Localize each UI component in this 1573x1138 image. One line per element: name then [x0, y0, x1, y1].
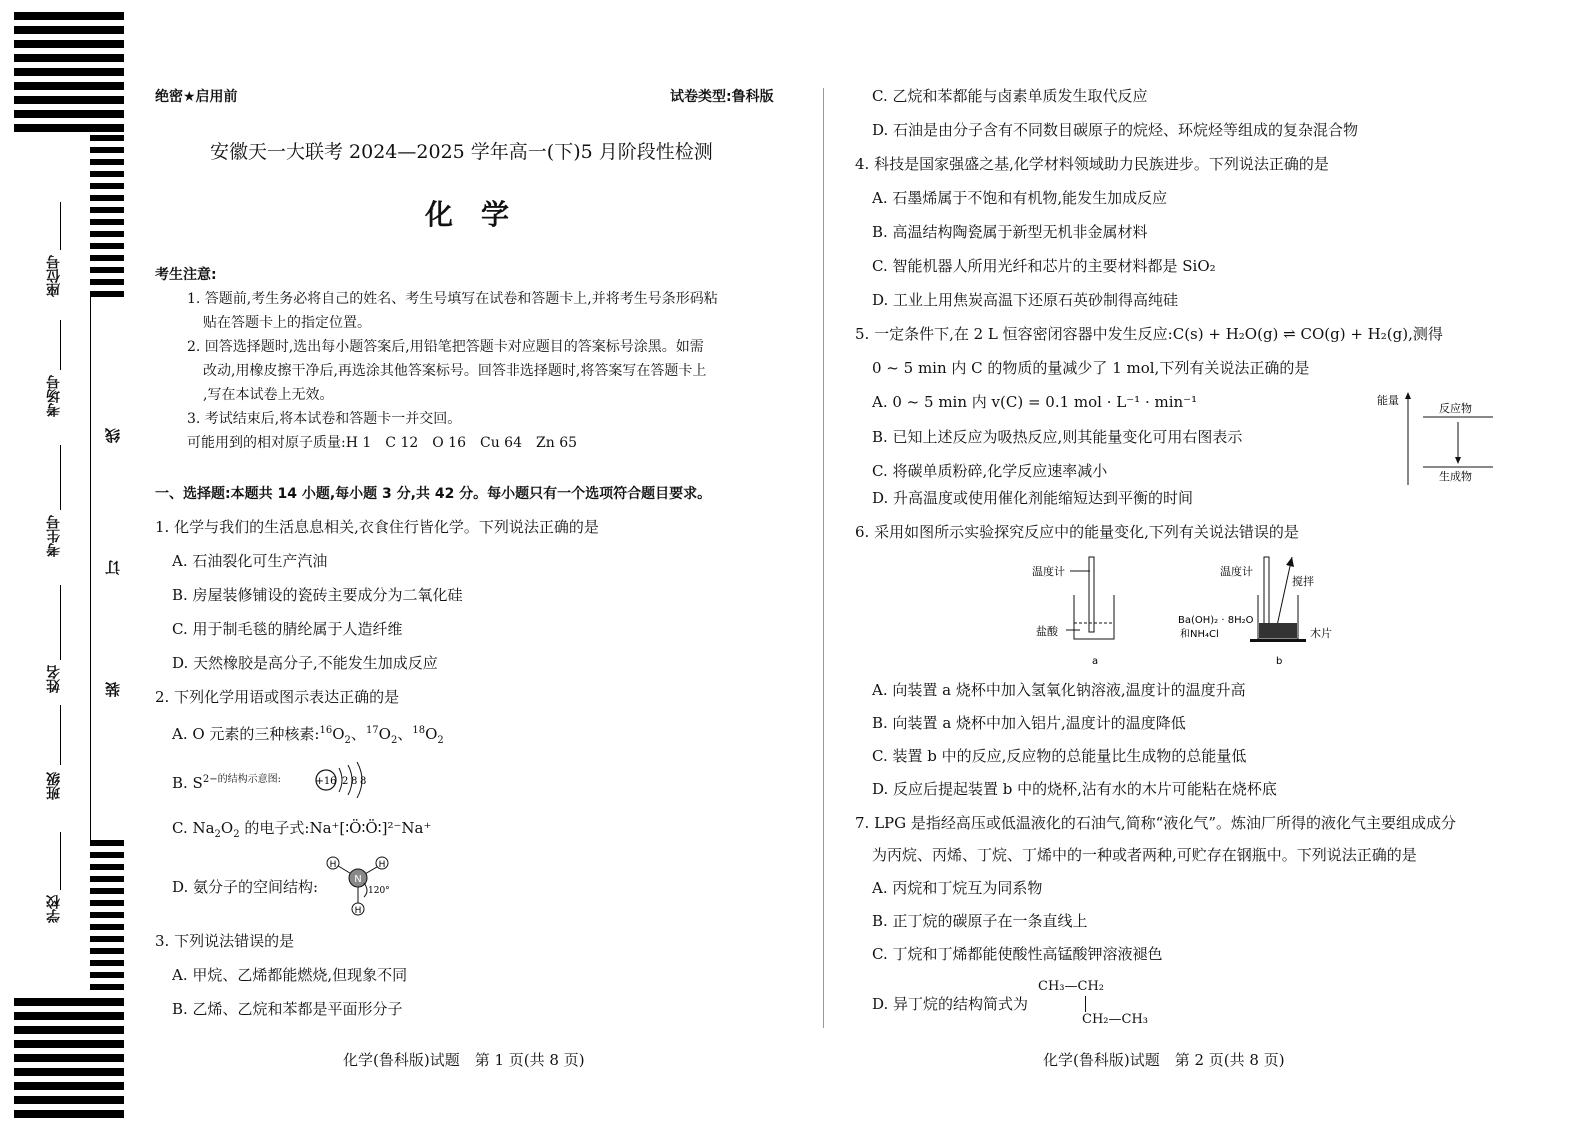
option: A. 向装置 a 烧杯中加入氢氧化钠溶液,温度计的温度升高	[872, 681, 1246, 699]
notice-line: 3. 考试结束后,将本试卷和答题卡一并交回。	[187, 411, 462, 427]
footer-right: 化学(鲁科版)试题 第 2 页(共 8 页)	[1043, 1051, 1285, 1069]
svg-text:H: H	[354, 906, 362, 916]
option-b-label: B. S	[172, 774, 203, 792]
energy-diagram	[1375, 390, 1495, 485]
ammonia-structure-diagram	[320, 853, 400, 918]
peroxide-electron-formula: 的电子式:Na⁺[∶Ö∶Ö∶]²⁻Na⁺	[244, 819, 432, 837]
svg-text:8: 8	[360, 776, 367, 787]
option: C. 智能机器人所用光纤和芯片的主要材料都是 SiO₂	[872, 257, 1216, 275]
option: B. 乙烯、乙烷和苯都是平面形分子	[172, 1000, 403, 1018]
svg-text:H: H	[329, 860, 337, 870]
svg-text:a: a	[1092, 656, 1099, 667]
option-b: B. $S^{2-的结构示意图:}$	[172, 774, 281, 792]
svg-text:H: H	[378, 860, 386, 870]
svg-text:木片: 木片	[1310, 627, 1332, 640]
question-stem: 3. 下列说法错误的是	[155, 932, 295, 950]
notice-line: 2. 回答选择题时,选出每小题答案后,用铅笔把答题卡对应题目的答案标号涂黑。如需	[187, 339, 704, 355]
option: C. 装置 b 中的反应,反应物的总能量比生成物的总能量低	[872, 747, 1247, 765]
question-stem: 7. LPG 是指经高压或低温液化的石油气,简称“液化气”。炼油厂所得的液化气主要组成成分	[855, 814, 1456, 832]
question-stem: 2. 下列化学用语或图示表达正确的是	[155, 688, 400, 706]
cut-mark-line: 线	[104, 428, 122, 443]
option: C. 丁烷和丁烯都能使酸性高锰酸钾溶液褪色	[872, 945, 1163, 963]
svg-text:Ba(OH)₂ · 8H₂O: Ba(OH)₂ · 8H₂O	[1178, 615, 1254, 626]
sulfur-ion-structure-diagram	[312, 760, 372, 800]
option: B. 向装置 a 烧杯中加入铝片,温度计的温度降低	[872, 714, 1186, 732]
notice-title: 考生注意:	[155, 267, 217, 283]
field-school: 学校	[46, 895, 62, 923]
svg-text:温度计: 温度计	[1220, 565, 1253, 578]
option: D. 异丁烷的结构简式为	[872, 995, 1029, 1013]
paper-type: 试卷类型:鲁科版	[670, 89, 774, 105]
question-stem-cont: 0 ~ 5 min 内 C 的物质的量减少了 1 mol,下列有关说法正确的是	[872, 359, 1310, 377]
svg-text:搅拌: 搅拌	[1292, 575, 1314, 588]
option: B. 已知上述反应为吸热反应,则其能量变化可用右图表示	[872, 428, 1243, 446]
notice-line: ,写在本试卷上无效。	[203, 387, 334, 403]
option-a-label: A. O 元素的三种核素:	[172, 725, 320, 743]
svg-text:和NH₄Cl: 和NH₄Cl	[1180, 629, 1219, 640]
option: A. 石油裂化可生产汽油	[172, 552, 328, 570]
svg-text:+16: +16	[315, 776, 337, 787]
option: C. 用于制毛毯的腈纶属于人造纤维	[172, 620, 403, 638]
column-divider	[823, 88, 824, 1028]
option: D. 石油是由分子含有不同数目碳原子的烷烃、环烷烃等组成的复杂混合物	[872, 121, 1359, 139]
cut-mark-bind: 订	[104, 560, 122, 575]
question-stem: 1. 化学与我们的生活息息相关,衣食住行皆化学。下列说法正确的是	[155, 518, 599, 536]
svg-text:生成物: 生成物	[1439, 470, 1472, 483]
svg-text:盐酸: 盐酸	[1036, 625, 1058, 638]
section-heading: 一、选择题:本题共 14 小题,每小题 3 分,共 42 分。每小题只有一个选项符合题目要求。	[155, 486, 712, 502]
field-room: 考场号	[46, 375, 62, 417]
option: B. 房屋装修铺设的瓷砖主要成分为二氧化硅	[172, 586, 463, 604]
option: A. 丙烷和丁烷互为同系物	[872, 879, 1043, 897]
option-c: C. $Na_2O_2$ 的电子式:Na⁺[∶Ö∶Ö∶]²⁻Na⁺	[172, 819, 432, 840]
option: C. 将碳单质粉碎,化学反应速率减小	[872, 462, 1108, 480]
cut-mark-seal: 装	[104, 682, 122, 697]
secret-label: 绝密★启用前	[155, 89, 238, 105]
option: A. 甲烷、乙烯都能燃烧,但现象不同	[172, 966, 408, 984]
option: B. 正丁烷的碳原子在一条直线上	[872, 912, 1088, 930]
question-stem: 6. 采用如图所示实验探究反应中的能量变化,下列有关说法错误的是	[855, 523, 1299, 541]
option: D. 升高温度或使用催化剂能缩短达到平衡的时间	[872, 489, 1194, 507]
svg-text:N: N	[354, 874, 362, 885]
subject-title: 化 学	[425, 198, 510, 231]
option-d-label: D. 氨分子的空间结构:	[172, 878, 319, 896]
option: A. 0 ~ 5 min 内 v(C) = 0.1 mol · L⁻¹ · min⁻¹	[872, 393, 1198, 411]
notice-line: 改动,用橡皮擦干净后,再选涂其他答案标号。回答非选择题时,将答案写在答题卡上	[203, 363, 707, 379]
notice-line: 1. 答题前,考生务必将自己的姓名、考生号填写在试卷和答题卡上,并将考生号条形码粘	[187, 291, 718, 307]
notice-line: 贴在答题卡上的指定位置。	[203, 315, 371, 331]
atomic-masses: 可能用到的相对原子质量:H 1 C 12 O 16 Cu 64 Zn 65	[187, 435, 578, 451]
svg-text:2: 2	[342, 776, 349, 787]
svg-text:反应物: 反应物	[1439, 402, 1472, 415]
svg-text:120°: 120°	[368, 886, 390, 896]
field-student-id: 考生号	[46, 515, 62, 557]
isobutane-line1: CH₃—CH₂	[1038, 979, 1104, 994]
option: C. 乙烷和苯都能与卤素单质发生取代反应	[872, 87, 1148, 105]
isobutane-line2: CH₂—CH₃	[1082, 1012, 1148, 1027]
option-a: A. O 元素的三种核素$:^{16}O_2$、$^{17}O_2$、$^{18}O_2$	[172, 725, 444, 746]
apparatus-figure	[1030, 555, 1340, 667]
question-stem: 4. 科技是国家强盛之基,化学材料领域助力民族进步。下列说法正确的是	[855, 155, 1329, 173]
svg-text:能量: 能量	[1377, 394, 1399, 407]
svg-text:b: b	[1276, 656, 1283, 667]
question-stem-cont: 为丙烷、丙烯、丁烷、丁烯中的一种或者两种,可贮存在钢瓶中。下列说法正确的是	[872, 846, 1417, 864]
option-c-label: C. Na	[172, 819, 215, 837]
option: D. 天然橡胶是高分子,不能发生加成反应	[172, 654, 438, 672]
question-stem: 5. 一定条件下,在 2 L 恒容密闭容器中发生反应:C(s) + H₂O(g) ⇌ CO(g) + H₂(g),测得	[855, 325, 1443, 343]
field-seat: 座位号	[46, 255, 62, 297]
option: D. 反应后提起装置 b 中的烧杯,沾有水的木片可能粘在烧杯底	[872, 780, 1277, 798]
svg-text:温度计: 温度计	[1032, 565, 1065, 578]
svg-text:8: 8	[351, 776, 358, 787]
option: B. 高温结构陶瓷属于新型无机非金属材料	[872, 223, 1148, 241]
footer-left: 化学(鲁科版)试题 第 1 页(共 8 页)	[343, 1051, 585, 1069]
option: A. 石墨烯属于不饱和有机物,能发生加成反应	[872, 189, 1168, 207]
field-class: 班级	[46, 772, 62, 800]
exam-title: 安徽天一大联考 2024—2025 学年高一(下)5 月阶段性检测	[210, 141, 713, 163]
option: D. 工业上用焦炭高温下还原石英砂制得高纯硅	[872, 291, 1179, 309]
field-name: 姓名	[46, 665, 62, 693]
